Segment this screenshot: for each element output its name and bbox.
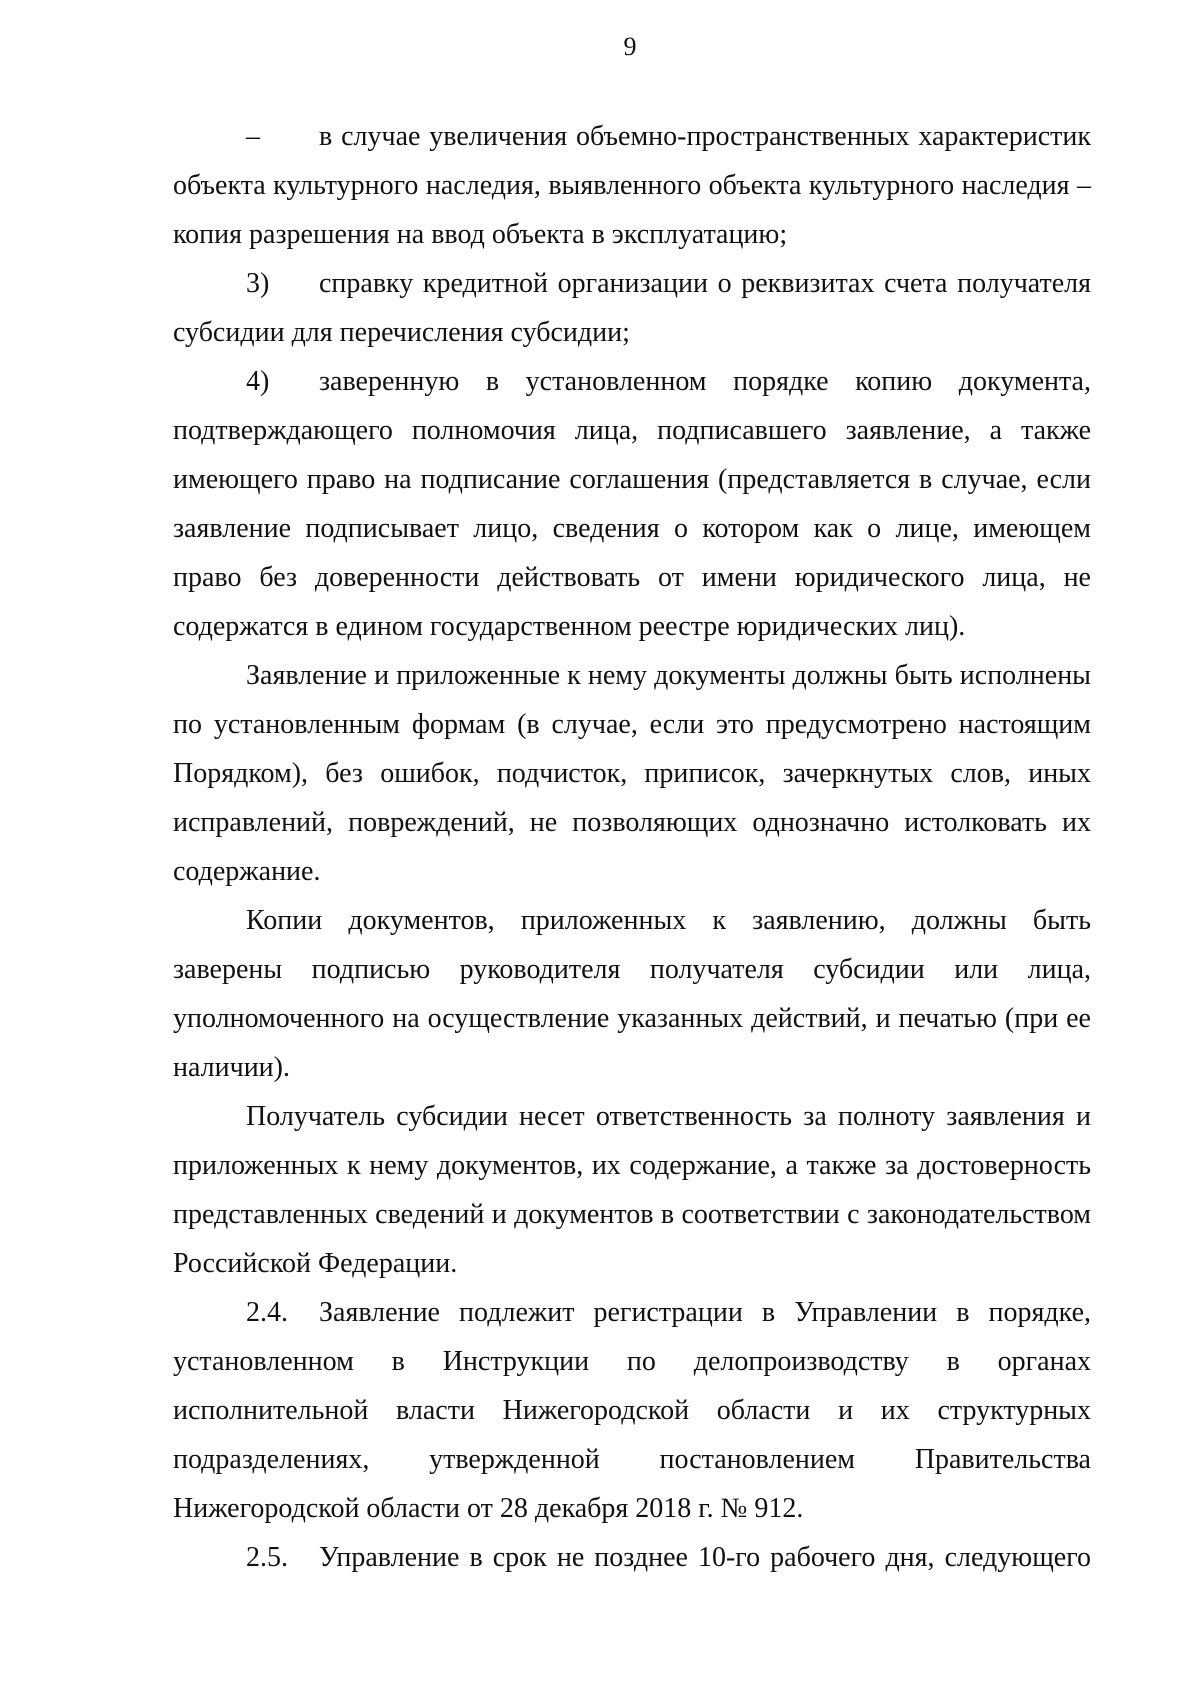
paragraph-text: Заявление и приложенные к нему документы должны быть исполнены по установленным формам (в случае, если это предусмотрено настоящим Порядком), без ошибок, подчисток, приписок, зачеркнутых слов, иных исправлений, повреждений, не позволяющих однозначно истолковать их содержание. bbox=[173, 660, 1091, 887]
paragraph-text: Управление в срок не позднее 10-го рабочего дня, следующего bbox=[319, 1542, 1091, 1573]
paragraph-application-forms bbox=[173, 651, 1091, 896]
paragraph-dash-item bbox=[173, 112, 1091, 259]
document-body bbox=[173, 112, 1091, 1582]
paragraph-text: справку кредитной организации о реквизитах счета получателя субсидии для перечисления субсидии; bbox=[173, 268, 1091, 348]
paragraph-text: Заявление подлежит регистрации в Управлении в порядке, установленном в Инструкции по делопроизводству в органах исполнительной власти Нижегородской области и их структурных подразделениях, утвержденной постановлением Правительства Нижегородской области от 28 декабря 2018 г. № 912. bbox=[173, 1297, 1091, 1524]
paragraph-item-4 bbox=[173, 357, 1091, 651]
paragraph-document-copies bbox=[173, 896, 1091, 1092]
section-number: 2.5. bbox=[246, 1542, 288, 1573]
list-marker: 3) bbox=[246, 268, 270, 299]
paragraph-section-2-4 bbox=[173, 1288, 1091, 1533]
page-number: 9 bbox=[623, 32, 637, 61]
paragraph-responsibility bbox=[173, 1092, 1091, 1288]
paragraph-text: в случае увеличения объемно-пространственных характеристик объекта культурного наследия, выявленного объекта культурного наследия – копия разрешения на ввод объекта в эксплуатацию; bbox=[173, 121, 1091, 250]
list-marker: – bbox=[246, 121, 260, 152]
paragraph-text: Копии документов, приложенных к заявлению, должны быть заверены подписью руководителя получателя субсидии или лица, уполномоченного на осуществление указанных действий, и печатью (при ее наличии). bbox=[173, 905, 1091, 1083]
paragraph-text: заверенную в установленном порядке копию документа, подтверждающего полномочия лица, подписавшего заявление, а также имеющего право на подписание соглашения (представляется в случае, если заявление подписывает лицо, сведения о котором как о лице, имеющем право без доверенности действовать от имени юридического лица, не содержатся в едином государственном реестре юридических лиц). bbox=[173, 366, 1091, 642]
section-number: 2.4. bbox=[246, 1297, 288, 1328]
paragraph-item-3 bbox=[173, 259, 1091, 357]
paragraph-section-2-5 bbox=[173, 1533, 1091, 1582]
list-marker: 4) bbox=[246, 366, 270, 397]
paragraph-text: Получатель субсидии несет ответственность за полноту заявления и приложенных к нему документов, их содержание, а также за достоверность представленных сведений и документов в соответствии с законодательством Российской Федерации. bbox=[173, 1101, 1091, 1279]
